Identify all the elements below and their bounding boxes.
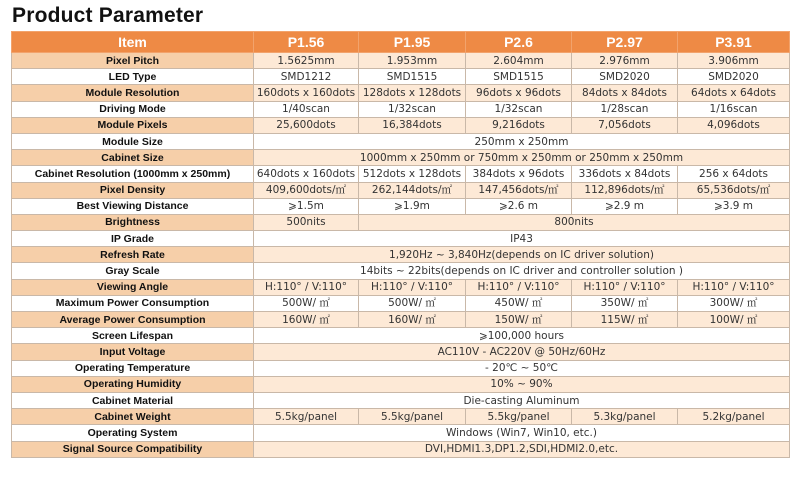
- parameter-label: Best Viewing Distance: [12, 198, 254, 214]
- parameter-label: Screen Lifespan: [12, 328, 254, 344]
- parameter-value: 1,920Hz ~ 3,840Hz(depends on IC driver solution): [254, 247, 790, 263]
- parameter-value: 2.604mm: [466, 53, 572, 69]
- parameter-label: Module Pixels: [12, 117, 254, 133]
- parameter-value: H:110° / V:110°: [359, 279, 466, 295]
- parameter-label: Operating Humidity: [12, 376, 254, 392]
- parameter-value: Die-casting Aluminum: [254, 392, 790, 408]
- parameter-label: Driving Mode: [12, 101, 254, 117]
- parameter-value: H:110° / V:110°: [254, 279, 359, 295]
- parameter-value: 450W/ ㎡: [466, 295, 572, 311]
- table-row: [12, 166, 790, 182]
- parameter-label: Pixel Pitch: [12, 53, 254, 69]
- header-model: P3.91: [678, 32, 790, 53]
- parameter-value: SMD2020: [572, 69, 678, 85]
- parameter-value: IP43: [254, 231, 790, 247]
- parameter-value: 350W/ ㎡: [572, 295, 678, 311]
- parameter-value: 300W/ ㎡: [678, 295, 790, 311]
- page-title: Product Parameter: [12, 4, 204, 27]
- table-row: [12, 150, 790, 166]
- table-row: [12, 117, 790, 133]
- parameter-value: 1/28scan: [572, 101, 678, 117]
- parameter-value: 1/32scan: [466, 101, 572, 117]
- parameter-value: 5.5kg/panel: [466, 409, 572, 425]
- table-row: [12, 328, 790, 344]
- parameter-value: 150W/ ㎡: [466, 312, 572, 328]
- parameter-value: 256 x 64dots: [678, 166, 790, 182]
- parameter-label: Brightness: [12, 214, 254, 230]
- parameter-value: 3.906mm: [678, 53, 790, 69]
- parameter-value: 512dots x 128dots: [359, 166, 466, 182]
- parameter-value: 5.2kg/panel: [678, 409, 790, 425]
- parameter-value: 10% ~ 90%: [254, 376, 790, 392]
- header-model: P1.95: [359, 32, 466, 53]
- parameter-value: 262,144dots/㎡: [359, 182, 466, 198]
- parameter-label: Average Power Consumption: [12, 312, 254, 328]
- parameter-value: ⩾1.5m: [254, 198, 359, 214]
- table-row: [12, 182, 790, 198]
- parameter-label: Refresh Rate: [12, 247, 254, 263]
- parameter-value: DVI,HDMI1.3,DP1.2,SDI,HDMI2.0,etc.: [254, 441, 790, 457]
- parameter-value: 112,896dots/㎡: [572, 182, 678, 198]
- parameter-value: 128dots x 128dots: [359, 85, 466, 101]
- table-row: [12, 231, 790, 247]
- parameter-value: SMD1515: [359, 69, 466, 85]
- parameter-value: 1/32scan: [359, 101, 466, 117]
- parameter-value: ⩾100,000 hours: [254, 328, 790, 344]
- parameter-value: 14bits ~ 22bits(depends on IC driver and controller solution ): [254, 263, 790, 279]
- header-model: P2.6: [466, 32, 572, 53]
- table-row: [12, 441, 790, 457]
- parameter-value: 64dots x 64dots: [678, 85, 790, 101]
- parameter-value: Windows (Win7, Win10, etc.): [254, 425, 790, 441]
- table-row: [12, 376, 790, 392]
- table-row: [12, 85, 790, 101]
- table-row: [12, 295, 790, 311]
- parameter-value: 500W/ ㎡: [254, 295, 359, 311]
- parameter-value: 84dots x 84dots: [572, 85, 678, 101]
- parameter-value: 5.5kg/panel: [359, 409, 466, 425]
- parameter-label: Module Resolution: [12, 85, 254, 101]
- parameter-value: SMD1515: [466, 69, 572, 85]
- parameter-label: Operating Temperature: [12, 360, 254, 376]
- parameter-value: 160W/ ㎡: [359, 312, 466, 328]
- parameter-value: AC110V - AC220V @ 50Hz/60Hz: [254, 344, 790, 360]
- parameter-label: Input Voltage: [12, 344, 254, 360]
- table-row: [12, 344, 790, 360]
- table-row: [12, 312, 790, 328]
- parameter-value: SMD2020: [678, 69, 790, 85]
- parameter-value: 25,600dots: [254, 117, 359, 133]
- table-row: [12, 425, 790, 441]
- parameter-label: Operating System: [12, 425, 254, 441]
- table-row: [12, 263, 790, 279]
- table-row: [12, 101, 790, 117]
- parameter-value: 9,216dots: [466, 117, 572, 133]
- table-header: [12, 32, 790, 53]
- parameter-value: 160dots x 160dots: [254, 85, 359, 101]
- parameter-label: LED Type: [12, 69, 254, 85]
- table-row: [12, 247, 790, 263]
- parameter-value: 1000mm x 250mm or 750mm x 250mm or 250mm x 250mm: [254, 150, 790, 166]
- table-row: [12, 279, 790, 295]
- table-row: [12, 69, 790, 85]
- parameter-value: 115W/ ㎡: [572, 312, 678, 328]
- parameter-value: H:110° / V:110°: [678, 279, 790, 295]
- parameter-value: 65,536dots/㎡: [678, 182, 790, 198]
- parameter-value: 100W/ ㎡: [678, 312, 790, 328]
- table-body: [12, 53, 790, 458]
- parameter-value: H:110° / V:110°: [466, 279, 572, 295]
- parameter-value: H:110° / V:110°: [572, 279, 678, 295]
- parameter-label: IP Grade: [12, 231, 254, 247]
- parameter-value: 1/40scan: [254, 101, 359, 117]
- parameter-value: 250mm x 250mm: [254, 133, 790, 149]
- parameter-value: 1.5625mm: [254, 53, 359, 69]
- parameter-value: 96dots x 96dots: [466, 85, 572, 101]
- table-row: [12, 214, 790, 230]
- parameter-value: 4,096dots: [678, 117, 790, 133]
- parameter-value: ⩾1.9m: [359, 198, 466, 214]
- parameter-value: 7,056dots: [572, 117, 678, 133]
- parameter-value: 500W/ ㎡: [359, 295, 466, 311]
- product-parameter-table: [11, 31, 790, 458]
- parameter-value: ⩾3.9 m: [678, 198, 790, 214]
- parameter-value: 5.5kg/panel: [254, 409, 359, 425]
- parameter-value: ⩾2.9 m: [572, 198, 678, 214]
- table-row: [12, 392, 790, 408]
- parameter-value: 1.953mm: [359, 53, 466, 69]
- parameter-value: 336dots x 84dots: [572, 166, 678, 182]
- parameter-value: SMD1212: [254, 69, 359, 85]
- header-row: [12, 32, 790, 53]
- header-model: P1.56: [254, 32, 359, 53]
- table-row: [12, 133, 790, 149]
- parameter-value: 1/16scan: [678, 101, 790, 117]
- parameter-value: 640dots x 160dots: [254, 166, 359, 182]
- parameter-value: 147,456dots/㎡: [466, 182, 572, 198]
- parameter-label: Module Size: [12, 133, 254, 149]
- parameter-label: Viewing Angle: [12, 279, 254, 295]
- parameter-label: Signal Source Compatibility: [12, 441, 254, 457]
- parameter-label: Cabinet Material: [12, 392, 254, 408]
- table-row: [12, 360, 790, 376]
- header-item: Item: [12, 32, 254, 53]
- parameter-label: Cabinet Weight: [12, 409, 254, 425]
- table-row: [12, 53, 790, 69]
- parameter-label: Maximum Power Consumption: [12, 295, 254, 311]
- header-model: P2.97: [572, 32, 678, 53]
- table-row: [12, 198, 790, 214]
- parameter-label: Pixel Density: [12, 182, 254, 198]
- table-row: [12, 409, 790, 425]
- parameter-value: 160W/ ㎡: [254, 312, 359, 328]
- parameter-label: Cabinet Resolution (1000mm x 250mm): [12, 166, 254, 182]
- parameter-value: ⩾2.6 m: [466, 198, 572, 214]
- parameter-value: 500nits: [254, 214, 359, 230]
- parameter-label: Cabinet Size: [12, 150, 254, 166]
- parameter-value: 16,384dots: [359, 117, 466, 133]
- parameter-value: - 20℃ ~ 50℃: [254, 360, 790, 376]
- parameter-value: 5.3kg/panel: [572, 409, 678, 425]
- parameter-value: 409,600dots/㎡: [254, 182, 359, 198]
- parameter-value: 800nits: [359, 214, 790, 230]
- parameter-value: 2.976mm: [572, 53, 678, 69]
- parameter-label: Gray Scale: [12, 263, 254, 279]
- parameter-value: 384dots x 96dots: [466, 166, 572, 182]
